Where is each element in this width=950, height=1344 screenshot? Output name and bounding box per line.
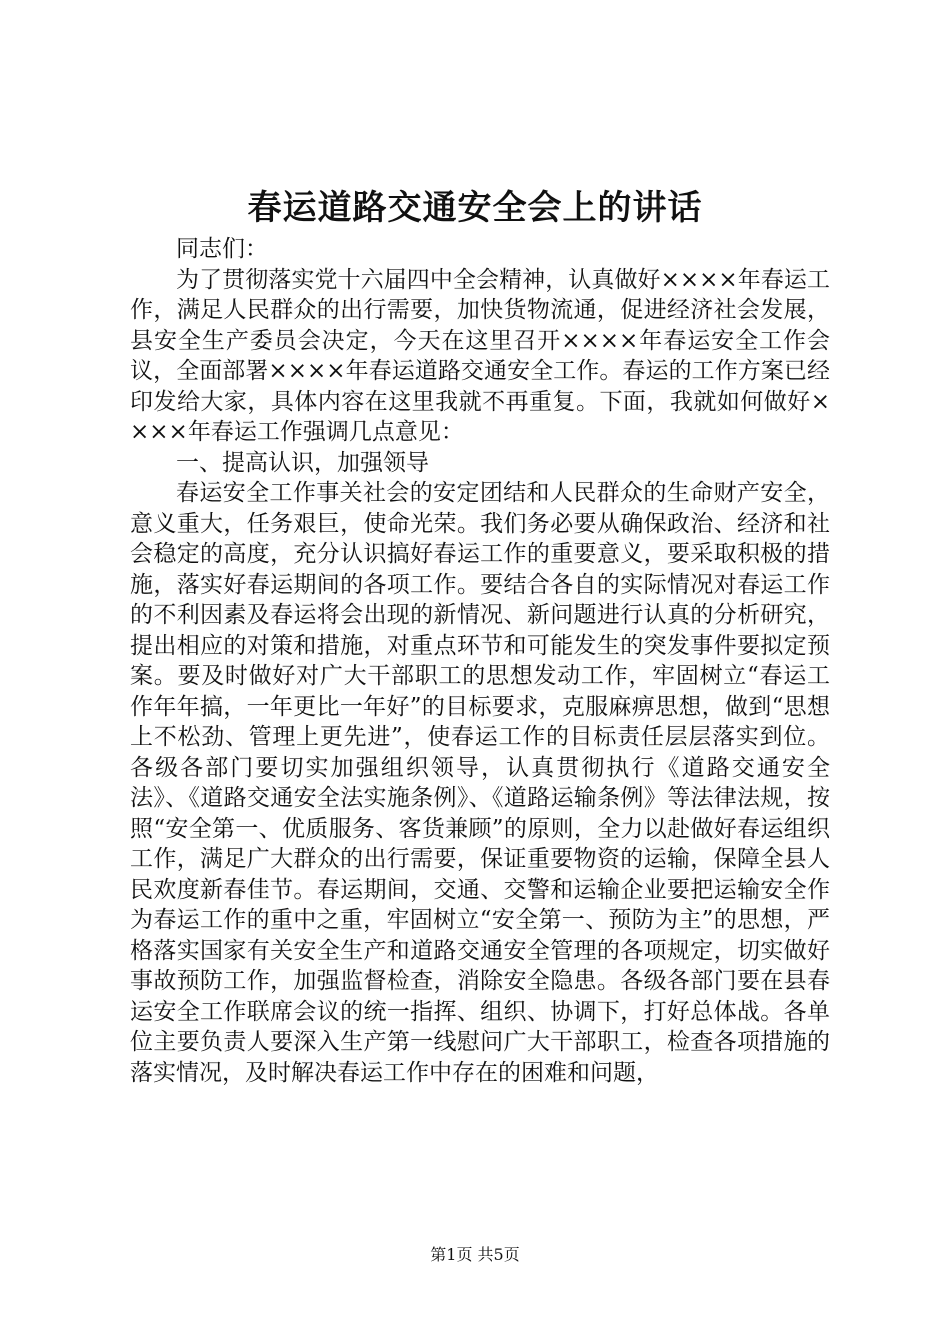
intro-paragraph: 为了贯彻落实党十六届四中全会精神，认真做好××××年春运工作，满足人民群众的出行需要，加快货物流通，促进经济社会发展，县安全生产委员会决定，今天在这里召开××××年春运安全工作会议，全面部署××××年春运道路交通安全工作。春运的工作方案已经印发给大家，具体内容在这里我就不再重复。下面，我就如何做好××××年春运工作强调几点意见： bbox=[130, 266, 830, 445]
document-title: 春运道路交通安全会上的讲话 bbox=[247, 188, 703, 228]
page-footer: 第1页 共5页 bbox=[430, 1245, 520, 1264]
salutation: 同志们： bbox=[176, 236, 268, 262]
section-heading-1: 一、提高认识，加强领导 bbox=[176, 449, 429, 476]
document-body bbox=[130, 234, 830, 1088]
section-1-paragraph: 春运安全工作事关社会的安定团结和人民群众的生命财产安全，意义重大，任务艰巨，使命光荣。我们务必要从确保政治、经济和社会稳定的高度，充分认识搞好春运工作的重要意义，要采取积极的措施，落实好春运期间的各项工作。要结合各自的实际情况对春运工作的不利因素及春运将会出现的新情况、新问题进行认真的分析研究，提出相应的对策和措施，对重点环节和可能发生的突发事件要拟定预案。要及时做好对广大干部职工的思想发动工作，牢固树立“春运工作年年搞，一年更比一年好”的目标要求，克服麻痹思想，做到“思想上不松劲、管理上更先进”，使春运工作的目标责任层层落实到位。各级各部门要切实加强组织领导，认真贯彻执行《道路交通安全法》、《道路交通安全法实施条例》、《道路运输条例》等法律法规，按照“安全第一、优质服务、客货兼顾”的原则，全力以赴做好春运组织工作，满足广大群众的出行需要，保证重要物资的运输，保障全县人民欢度新春佳节。春运期间，交通、交警和运输企业要把运输安全作为春运工作的重中之重，牢固树立“安全第一、预防为主”的思想，严格落实国家有关安全生产和道路交通安全管理的各项规定，切实做好事故预防工作，加强监督检查，消除安全隐患。各级各部门要在县春运安全工作联席会议的统一指挥、组织、协调下，打好总体战。各单位主要负责人要深入生产第一线慰问广大干部职工，检查各项措施的落实情况，及时解决春运工作中存在的困难和问题， bbox=[130, 480, 830, 1086]
